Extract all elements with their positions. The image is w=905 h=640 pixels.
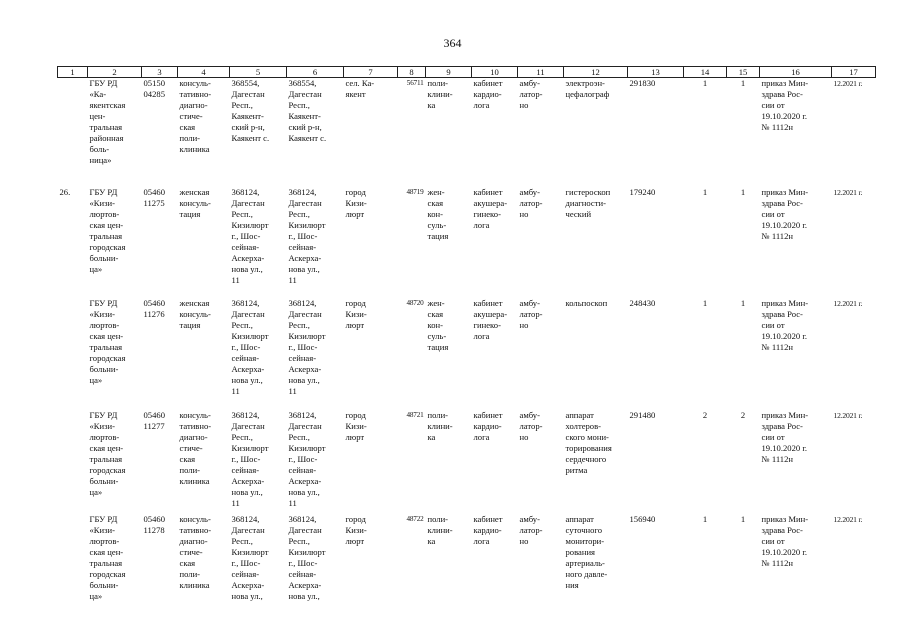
legal-basis-cell: приказ Мин- здрава Рос- сии от 19.10.2020 г. № 1112н bbox=[761, 513, 809, 568]
column-number: 16 bbox=[760, 67, 832, 78]
division-type-cell: консуль- тативно- диагно- стиче- ская поли- клиника bbox=[179, 409, 212, 486]
equipment-name-cell: аппарат суточного монитори- рования артериаль- ного давле- ния bbox=[565, 513, 608, 590]
row-number-cell bbox=[58, 78, 88, 187]
quantity-planned-cell: 1 bbox=[740, 513, 746, 524]
institution-code-cell: 05460 11276 bbox=[143, 297, 165, 319]
legal-basis-cell: приказ Мин- здрава Рос- сии от 19.10.2020 г. № 1112н bbox=[761, 297, 809, 352]
column-number: 17 bbox=[832, 67, 876, 78]
legal-address-cell: 368124, Дагестан Респ., Кизилюрт г., Шос- сейная- Аскерха- нова ул., bbox=[231, 513, 269, 601]
actual-address-cell: 368124, Дагестан Респ., Кизилюрт г., Шос- сейная- Аскерха- нова ул., bbox=[288, 513, 326, 601]
column-number: 2 bbox=[88, 67, 142, 78]
actual-address-cell: 368124, Дагестан Респ., Кизилюрт г., Шос- сейная- Аскерха- нова ул., 11 bbox=[288, 186, 326, 285]
legal-address-cell: 368124, Дагестан Респ., Кизилюрт г., Шос- сейная- Аскерха- нова ул., 11 bbox=[231, 409, 269, 508]
column-number: 7 bbox=[344, 67, 398, 78]
locality-code-cell: 48721 bbox=[406, 410, 424, 419]
actual-address-cell: 368124, Дагестан Респ., Кизилюрт г., Шос- сейная- Аскерха- нова ул., 11 bbox=[288, 409, 326, 508]
quantity-required-cell: 1 bbox=[702, 297, 708, 308]
column-number: 1 bbox=[58, 67, 88, 78]
locality-code-cell: 48719 bbox=[406, 187, 424, 196]
equipment-name-cell: кольпоскоп bbox=[565, 297, 608, 308]
locality-cell: город Кизи- люрт bbox=[345, 186, 367, 219]
actual-address-cell: 368554, Дагестан Респ., Каякент- ский р-н, Каякент с. bbox=[288, 78, 327, 143]
equipment-code-cell: 156940 bbox=[629, 513, 656, 524]
locality-cell: город Кизи- люрт bbox=[345, 409, 367, 442]
room-name-cell: кабинет акушера- гинеко- лога bbox=[473, 186, 508, 230]
care-conditions-cell: амбу- латор- но bbox=[519, 513, 543, 546]
column-number: 10 bbox=[472, 67, 518, 78]
row-number-cell bbox=[58, 514, 88, 602]
quantity-required-cell: 1 bbox=[702, 78, 708, 88]
deadline-cell: 12.2021 г. bbox=[833, 514, 863, 524]
column-number: 5 bbox=[230, 67, 287, 78]
unit-type-cell: поли- клини- ка bbox=[427, 78, 453, 110]
unit-type-cell: жен- ская кон- суль- тация bbox=[427, 297, 449, 352]
unit-type-cell: жен- ская кон- суль- тация bbox=[427, 186, 449, 241]
legal-basis-cell: приказ Мин- здрава Рос- сии от 19.10.2020 г. № 1112н bbox=[761, 186, 809, 241]
room-name-cell: кабинет кардио- лога bbox=[473, 78, 503, 110]
room-name-cell: кабинет кардио- лога bbox=[473, 409, 503, 442]
page-number: 364 bbox=[443, 36, 462, 50]
institution-name-cell: ГБУ РД «Кизи- люртов- ская цен- тральная городская больни- ца» bbox=[89, 186, 126, 274]
table-row bbox=[58, 78, 876, 187]
column-number: 11 bbox=[518, 67, 564, 78]
column-number-row bbox=[58, 67, 876, 78]
column-number: 15 bbox=[727, 67, 760, 78]
institution-code-cell: 05460 11278 bbox=[143, 513, 165, 535]
locality-cell: город Кизи- люрт bbox=[345, 297, 367, 330]
institution-code-cell: 05460 11275 bbox=[143, 186, 165, 208]
equipment-code-cell: 179240 bbox=[629, 186, 656, 197]
care-conditions-cell: амбу- латор- но bbox=[519, 186, 543, 219]
legal-basis-cell: приказ Мин- здрава Рос- сии от 19.10.2020 г. № 1112н bbox=[761, 78, 809, 132]
division-type-cell: женская консуль- тация bbox=[179, 186, 211, 219]
locality-cell: город Кизи- люрт bbox=[345, 513, 367, 546]
legal-address-cell: 368124, Дагестан Респ., Кизилюрт г., Шос- сейная- Аскерха- нова ул., 11 bbox=[231, 186, 269, 285]
column-number: 13 bbox=[628, 67, 684, 78]
locality-code-cell: 48722 bbox=[406, 514, 424, 523]
column-number: 4 bbox=[178, 67, 230, 78]
row-number-cell bbox=[58, 410, 88, 514]
quantity-planned-cell: 1 bbox=[740, 78, 746, 88]
legal-address-cell: 368554, Дагестан Респ., Каякент- ский р-н, Каякент с. bbox=[231, 78, 270, 143]
division-type-cell: женская консуль- тация bbox=[179, 297, 211, 330]
quantity-planned-cell: 1 bbox=[740, 297, 746, 308]
quantity-required-cell: 1 bbox=[702, 513, 708, 524]
deadline-cell: 12.2021 г. bbox=[833, 410, 863, 420]
room-name-cell: кабинет кардио- лога bbox=[473, 513, 503, 546]
quantity-planned-cell: 2 bbox=[740, 409, 746, 420]
institution-name-cell: ГБУ РД «Ка- якентская цен- тральная районная боль- ница» bbox=[89, 78, 126, 165]
deadline-cell: 12.2021 г. bbox=[833, 298, 863, 308]
unit-type-cell: поли- клини- ка bbox=[427, 409, 453, 442]
care-conditions-cell: амбу- латор- но bbox=[519, 78, 543, 110]
table-row bbox=[58, 298, 876, 410]
table-row bbox=[58, 410, 876, 514]
quantity-planned-cell: 1 bbox=[740, 186, 746, 197]
column-number: 12 bbox=[564, 67, 628, 78]
institution-name-cell: ГБУ РД «Кизи- люртов- ская цен- тральная городская больни- ца» bbox=[89, 297, 126, 385]
column-number: 8 bbox=[398, 67, 426, 78]
equipment-name-cell: гистероскоп диагности- ческий bbox=[565, 186, 611, 219]
unit-type-cell: поли- клини- ка bbox=[427, 513, 453, 546]
quantity-required-cell: 1 bbox=[702, 186, 708, 197]
table-row bbox=[58, 187, 876, 298]
deadline-cell: 12.2021 г. bbox=[833, 187, 863, 197]
locality-code-cell: 48720 bbox=[406, 298, 424, 307]
row-number-cell bbox=[58, 298, 88, 410]
equipment-name-cell: электроэн- цефалограф bbox=[565, 78, 610, 99]
equipment-code-cell: 291480 bbox=[629, 409, 656, 420]
row-number-cell: 26. bbox=[59, 186, 71, 197]
equipment-name-cell: аппарат холтеров- ского мони- торирования сердечного ритма bbox=[565, 409, 612, 475]
table-row bbox=[58, 514, 876, 602]
institution-name-cell: ГБУ РД «Кизи- люртов- ская цен- тральная городская больни- ца» bbox=[89, 409, 126, 497]
room-name-cell: кабинет акушера- гинеко- лога bbox=[473, 297, 508, 341]
institution-code-cell: 05150 04285 bbox=[143, 78, 165, 99]
legal-basis-cell: приказ Мин- здрава Рос- сии от 19.10.2020 г. № 1112н bbox=[761, 409, 809, 464]
column-number: 6 bbox=[287, 67, 344, 78]
column-number: 14 bbox=[684, 67, 727, 78]
locality-cell: сел. Ка- якент bbox=[345, 78, 375, 99]
institution-code-cell: 05460 11277 bbox=[143, 409, 165, 431]
equipment-code-cell: 291830 bbox=[629, 78, 656, 88]
legal-address-cell: 368124, Дагестан Респ., Кизилюрт г., Шос- сейная- Аскерха- нова ул., 11 bbox=[231, 297, 269, 396]
locality-code-cell: 56711 bbox=[406, 79, 424, 87]
column-number: 3 bbox=[142, 67, 178, 78]
deadline-cell: 12.2021 г. bbox=[833, 79, 863, 88]
column-number: 9 bbox=[426, 67, 472, 78]
care-conditions-cell: амбу- латор- но bbox=[519, 297, 543, 330]
division-type-cell: консуль- тативно- диагно- стиче- ская поли- клиника bbox=[179, 513, 212, 590]
actual-address-cell: 368124, Дагестан Респ., Кизилюрт г., Шос- сейная- Аскерха- нова ул., 11 bbox=[288, 297, 326, 396]
equipment-table bbox=[57, 66, 876, 602]
equipment-code-cell: 248430 bbox=[629, 297, 656, 308]
quantity-required-cell: 2 bbox=[702, 409, 708, 420]
care-conditions-cell: амбу- латор- но bbox=[519, 409, 543, 442]
division-type-cell: консуль- тативно- диагно- стиче- ская поли- клиника bbox=[179, 78, 212, 154]
institution-name-cell: ГБУ РД «Кизи- люртов- ская цен- тральная городская больни- ца» bbox=[89, 513, 126, 601]
